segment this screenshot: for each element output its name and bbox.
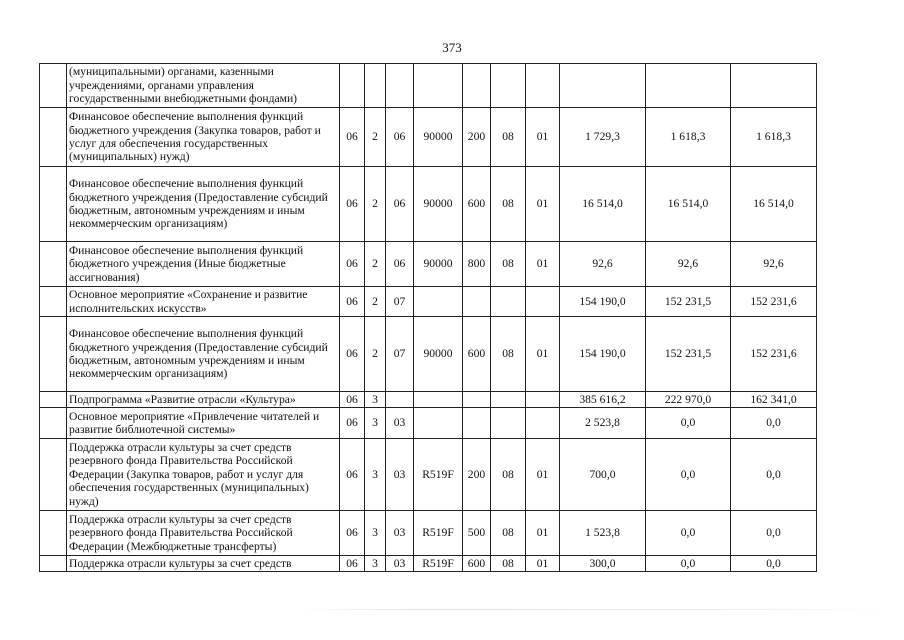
subprogram-code: 03: [386, 408, 414, 439]
expense-type-code: 800: [463, 242, 491, 287]
division-code: 08: [491, 439, 526, 511]
item-code: 90000: [414, 317, 463, 392]
section-code: 06: [340, 556, 365, 572]
division-code: 08: [491, 511, 526, 556]
amount-year-2: 222 970,0: [646, 392, 731, 408]
division-code: [491, 64, 526, 108]
subdivision-code: 01: [526, 242, 560, 287]
subprogram-code: 03: [386, 439, 414, 511]
amount-year-3: 162 341,0: [731, 392, 817, 408]
amount-year-3: 152 231,6: [731, 317, 817, 392]
program-code: 3: [365, 408, 386, 439]
row-marker-cell: [40, 556, 67, 572]
amount-year-1: 92,6: [560, 242, 646, 287]
table-row: [40, 556, 817, 572]
amount-year-1: 700,0: [560, 439, 646, 511]
amount-year-2: 152 231,5: [646, 287, 731, 317]
subprogram-code: [386, 392, 414, 408]
budget-table: [39, 63, 817, 572]
table-row: [40, 108, 817, 167]
row-description: Поддержка отрасли культуры за счет средств: [67, 556, 340, 572]
division-code: [491, 287, 526, 317]
expense-type-code: 600: [463, 556, 491, 572]
section-code: 06: [340, 392, 365, 408]
subdivision-code: 01: [526, 439, 560, 511]
amount-year-2: 16 514,0: [646, 167, 731, 242]
division-code: 08: [491, 556, 526, 572]
expense-type-code: 600: [463, 167, 491, 242]
amount-year-3: [731, 64, 817, 108]
section-code: 06: [340, 167, 365, 242]
row-description: Финансовое обеспечение выполнения функций бюджетного учреждения (Предоставление субсидий бюджетным, автономным учреждениям и иным некоммерческим организациям): [67, 317, 340, 392]
subprogram-code: 07: [386, 317, 414, 392]
amount-year-1: 154 190,0: [560, 287, 646, 317]
amount-year-3: 0,0: [731, 556, 817, 572]
amount-year-1: 385 616,2: [560, 392, 646, 408]
subprogram-code: 06: [386, 242, 414, 287]
subdivision-code: [526, 287, 560, 317]
table-row: [40, 317, 817, 392]
row-marker-cell: [40, 408, 67, 439]
section-code: 06: [340, 511, 365, 556]
program-code: 2: [365, 287, 386, 317]
program-code: 2: [365, 317, 386, 392]
row-marker-cell: [40, 439, 67, 511]
item-code: R519F: [414, 439, 463, 511]
subprogram-code: 03: [386, 556, 414, 572]
subdivision-code: 01: [526, 556, 560, 572]
amount-year-2: 0,0: [646, 556, 731, 572]
item-code: [414, 392, 463, 408]
row-description: Основное мероприятие «Сохранение и развитие исполнительских искусств»: [67, 287, 340, 317]
section-code: 06: [340, 439, 365, 511]
item-code: R519F: [414, 556, 463, 572]
row-marker-cell: [40, 167, 67, 242]
table-row: [40, 408, 817, 439]
row-marker-cell: [40, 108, 67, 167]
amount-year-1: 1 729,3: [560, 108, 646, 167]
amount-year-1: 2 523,8: [560, 408, 646, 439]
amount-year-3: 0,0: [731, 511, 817, 556]
row-description: Финансовое обеспечение выполнения функций бюджетного учреждения (Иные бюджетные ассигнования): [67, 242, 340, 287]
row-description: Подпрограмма «Развитие отрасли «Культура»: [67, 392, 340, 408]
program-code: 3: [365, 392, 386, 408]
amount-year-1: 1 523,8: [560, 511, 646, 556]
division-code: [491, 392, 526, 408]
row-marker-cell: [40, 392, 67, 408]
table-row: [40, 242, 817, 287]
item-code: 90000: [414, 242, 463, 287]
program-code: 2: [365, 167, 386, 242]
item-code: 90000: [414, 167, 463, 242]
amount-year-2: 0,0: [646, 511, 731, 556]
row-marker-cell: [40, 242, 67, 287]
table-row: [40, 64, 817, 108]
row-description: Поддержка отрасли культуры за счет средств резервного фонда Правительства Российской Федерации (Межбюджетные трансферты): [67, 511, 340, 556]
amount-year-3: 152 231,6: [731, 287, 817, 317]
table-row: [40, 287, 817, 317]
amount-year-2: 152 231,5: [646, 317, 731, 392]
amount-year-3: 92,6: [731, 242, 817, 287]
division-code: 08: [491, 108, 526, 167]
amount-year-2: [646, 64, 731, 108]
amount-year-3: 16 514,0: [731, 167, 817, 242]
page-number: 373: [442, 40, 462, 55]
item-code: 90000: [414, 108, 463, 167]
division-code: 08: [491, 242, 526, 287]
program-code: 3: [365, 511, 386, 556]
item-code: [414, 64, 463, 108]
subdivision-code: 01: [526, 317, 560, 392]
division-code: 08: [491, 167, 526, 242]
row-marker-cell: [40, 317, 67, 392]
subprogram-code: 06: [386, 167, 414, 242]
program-code: 2: [365, 242, 386, 287]
amount-year-1: 154 190,0: [560, 317, 646, 392]
expense-type-code: [463, 64, 491, 108]
amount-year-1: 300,0: [560, 556, 646, 572]
scan-artifact-line: [300, 609, 890, 610]
subdivision-code: 01: [526, 167, 560, 242]
row-marker-cell: [40, 287, 67, 317]
amount-year-2: 92,6: [646, 242, 731, 287]
subdivision-code: [526, 392, 560, 408]
expense-type-code: 200: [463, 439, 491, 511]
row-description: Финансовое обеспечение выполнения функций бюджетного учреждения (Предоставление субсидий бюджетным, автономным учреждениям и иным некоммерческим организациям): [67, 167, 340, 242]
program-code: [365, 64, 386, 108]
amount-year-2: 0,0: [646, 439, 731, 511]
amount-year-3: 0,0: [731, 408, 817, 439]
program-code: 2: [365, 108, 386, 167]
program-code: 3: [365, 556, 386, 572]
table-row: [40, 167, 817, 242]
expense-type-code: 600: [463, 317, 491, 392]
row-description: Финансовое обеспечение выполнения функций бюджетного учреждения (Закупка товаров, работ и услуг для обеспечения государственных (муниципальных) нужд): [67, 108, 340, 167]
row-description: Основное мероприятие «Привлечение читателей и развитие библиотечной системы»: [67, 408, 340, 439]
table-row: [40, 511, 817, 556]
subdivision-code: 01: [526, 108, 560, 167]
amount-year-2: 0,0: [646, 408, 731, 439]
subprogram-code: 06: [386, 108, 414, 167]
division-code: 08: [491, 317, 526, 392]
subprogram-code: [386, 64, 414, 108]
expense-type-code: 500: [463, 511, 491, 556]
expense-type-code: [463, 392, 491, 408]
amount-year-1: 16 514,0: [560, 167, 646, 242]
row-description: Поддержка отрасли культуры за счет средств резервного фонда Правительства Российской Федерации (Закупка товаров, работ и услуг для обеспечения государственных (муниципальных) нужд): [67, 439, 340, 511]
subdivision-code: 01: [526, 511, 560, 556]
expense-type-code: [463, 287, 491, 317]
program-code: 3: [365, 439, 386, 511]
item-code: [414, 287, 463, 317]
table-body: [40, 64, 817, 572]
section-code: 06: [340, 317, 365, 392]
section-code: 06: [340, 242, 365, 287]
section-code: 06: [340, 108, 365, 167]
section-code: [340, 64, 365, 108]
row-marker-cell: [40, 511, 67, 556]
subprogram-code: 03: [386, 511, 414, 556]
row-marker-cell: [40, 64, 67, 108]
table-row: [40, 439, 817, 511]
division-code: [491, 408, 526, 439]
item-code: R519F: [414, 511, 463, 556]
expense-type-code: 200: [463, 108, 491, 167]
subprogram-code: 07: [386, 287, 414, 317]
subdivision-code: [526, 64, 560, 108]
amount-year-3: 0,0: [731, 439, 817, 511]
amount-year-1: [560, 64, 646, 108]
table-row: [40, 392, 817, 408]
amount-year-2: 1 618,3: [646, 108, 731, 167]
expense-type-code: [463, 408, 491, 439]
section-code: 06: [340, 408, 365, 439]
item-code: [414, 408, 463, 439]
amount-year-3: 1 618,3: [731, 108, 817, 167]
subdivision-code: [526, 408, 560, 439]
row-description: (муниципальными) органами, казенными учреждениями, органами управления государственными внебюджетными фондами): [67, 64, 340, 108]
section-code: 06: [340, 287, 365, 317]
